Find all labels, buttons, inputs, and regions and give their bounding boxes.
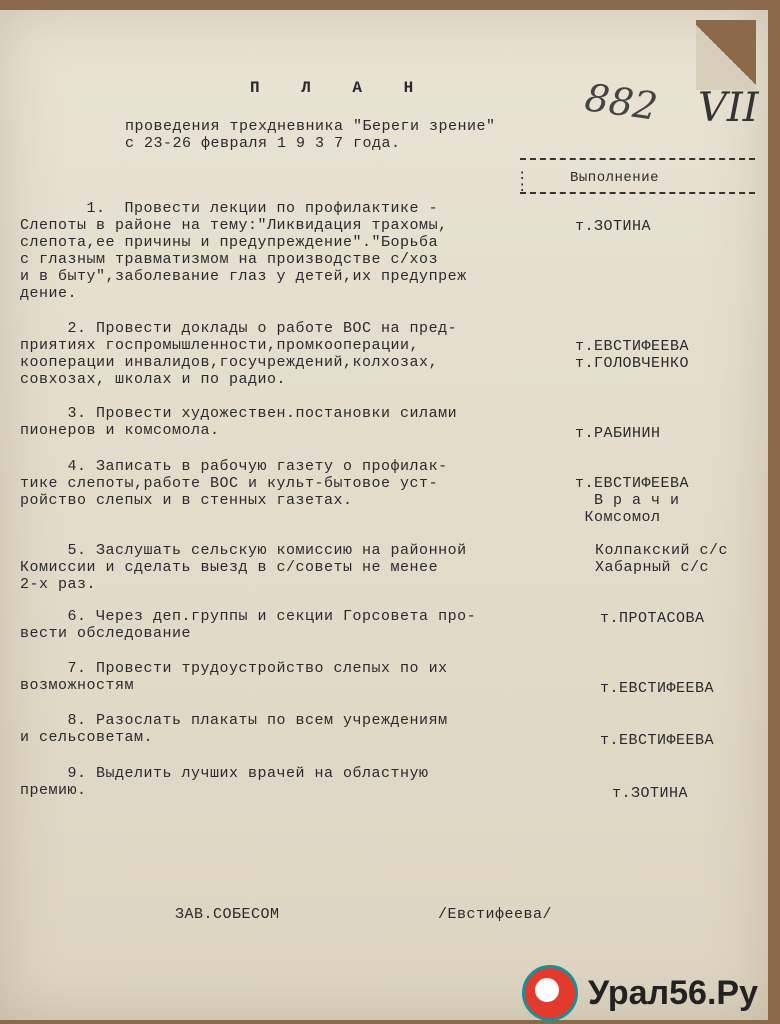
plan-item-line: слепота,ее причины и предупреждение"."Борьба — [20, 234, 439, 251]
plan-item-line: кооперации инвалидов,госучреждений,колхозах, — [20, 354, 439, 371]
plan-item-line: 8. Разослать плакаты по всем учреждениям — [20, 712, 448, 729]
plan-item-line: 6. Через деп.группы и секции Горсовета про- — [20, 608, 477, 625]
plan-item-3 — [20, 405, 560, 439]
plan-item-line: 7. Провести трудоустройство слепых по их — [20, 660, 448, 677]
plan-item-9 — [20, 765, 560, 799]
document-title: П Л А Н — [250, 79, 430, 97]
plan-item-6 — [20, 608, 560, 642]
plan-item-line: премию. — [20, 782, 87, 799]
column-marker: : — [518, 168, 527, 184]
plan-item-1 — [20, 200, 560, 302]
plan-item-4 — [20, 458, 560, 509]
document-subtitle-line1: проведения трехдневника "Береги зрение" — [125, 118, 496, 135]
plan-item-line: с глазным травматизмом на производстве с/хоз — [20, 251, 439, 268]
column-marker: : — [518, 180, 527, 196]
plan-item-line: 2-х раз. — [20, 576, 97, 593]
plan-item-line: Комиссии и сделать выезд в с/советы не менее — [20, 559, 439, 576]
plan-item-2 — [20, 320, 560, 388]
plan-item-line: Слепоты в районе на тему:"Ликвидация трахомы, — [20, 217, 448, 234]
responsible-4: т.ЕВСТИФЕЕВА В р а ч и Комсомол — [575, 475, 690, 526]
plan-item-line: 9. Выделить лучших врачей на областную — [20, 765, 429, 782]
signature-name: /Евстифеева/ — [438, 906, 553, 923]
responsible-8: т.ЕВСТИФЕЕВА — [600, 732, 715, 749]
plan-item-8 — [20, 712, 560, 746]
responsible-2: т.ЕВСТИФЕЕВА т.ГОЛОВЧЕНКО — [575, 338, 690, 372]
responsible-9: т.ЗОТИНА — [612, 785, 689, 802]
column-header-execution: Выполнение — [570, 170, 660, 186]
responsible-3: т.РАБИНИН — [575, 425, 661, 442]
plan-item-line: пионеров и комсомола. — [20, 422, 220, 439]
plan-item-7 — [20, 660, 560, 694]
document-subtitle-line2: с 23-26 февраля 1 9 3 7 года. — [125, 135, 401, 152]
handwritten-roman-numeral: VII — [698, 85, 759, 131]
responsible-6: т.ПРОТАСОВА — [600, 610, 705, 627]
plan-item-5 — [20, 542, 560, 593]
plan-item-line: и сельсоветам. — [20, 729, 154, 746]
plan-item-line: приятиях госпромышленности,промкооперации, — [20, 337, 420, 354]
plan-item-line: 1. Провести лекции по профилактике - — [20, 200, 439, 217]
plan-item-line: и в быту",заболевание глаз у детей,их предупреж — [20, 268, 467, 285]
watermark-text: Урал56.Ру — [588, 973, 758, 1012]
plan-item-line: вести обследование — [20, 625, 192, 642]
responsible-1: т.ЗОТИНА — [575, 218, 652, 235]
watermark-logo — [522, 965, 758, 1021]
plan-item-line: 2. Провести доклады о работе ВОС на пред- — [20, 320, 458, 337]
plan-item-line: возможностям — [20, 677, 135, 694]
header-divider-top — [520, 158, 755, 160]
handwritten-number: 882 — [582, 75, 661, 129]
responsible-7: т.ЕВСТИФЕЕВА — [600, 680, 715, 697]
plan-item-line: 5. Заслушать сельскую комиссию на районной — [20, 542, 467, 559]
plan-item-line: ройство слепых и в стенных газетах. — [20, 492, 353, 509]
plan-item-line: 4. Записать в рабочую газету о профилак- — [20, 458, 448, 475]
plan-item-line: тике слепоты,работе ВОС и культ-бытовое уст- — [20, 475, 439, 492]
plan-item-line: совхозах, школах и по радио. — [20, 371, 287, 388]
plan-item-line: дение. — [20, 285, 78, 302]
signature-position: ЗАВ.СОБЕСОМ — [175, 906, 280, 923]
logo-icon — [522, 965, 578, 1021]
plan-item-line: 3. Провести художествен.постановки силами — [20, 405, 458, 422]
responsible-5: Колпакский с/с Хабарный с/с — [595, 542, 729, 576]
header-divider-bottom — [520, 192, 755, 194]
folded-corner — [696, 20, 756, 90]
